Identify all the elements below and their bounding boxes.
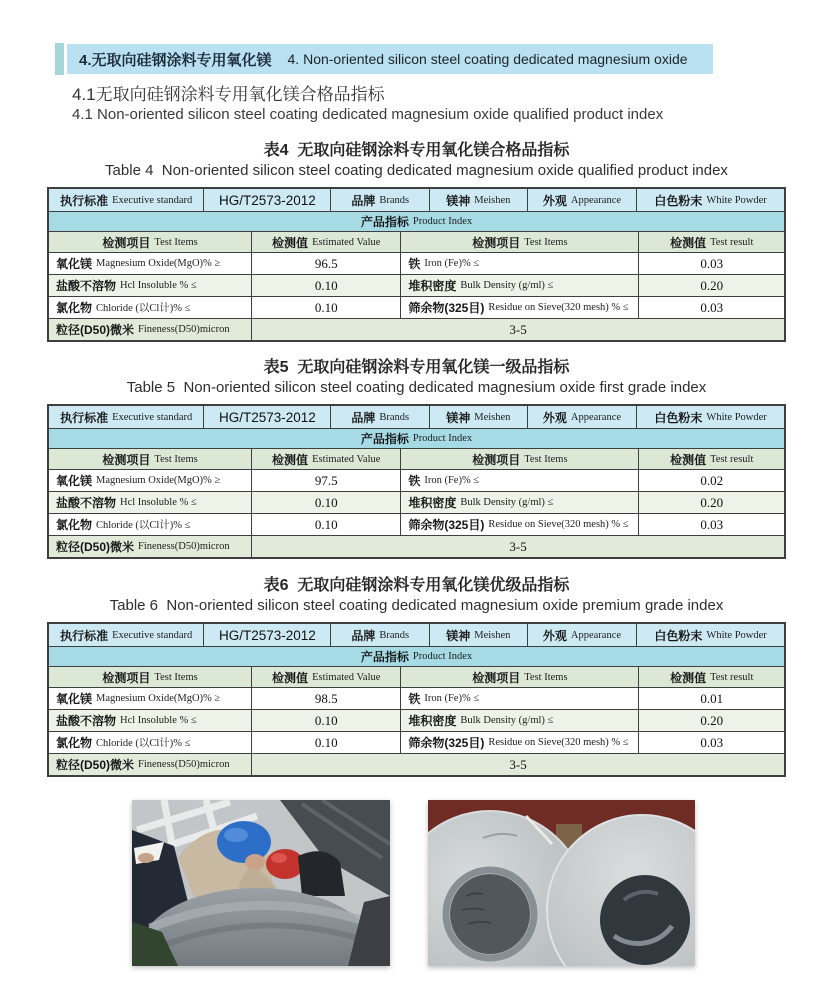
value-iron: 0.01 [638,688,784,709]
item-residue: 筛余物(325目) Residue on Sieve(320 mesh) % ≤ [400,514,638,535]
standard-label: 执行标准 Executive standard [60,193,193,208]
product-index-label: 产品指标 Product Index [360,650,473,664]
item-residue: 筛余物(325目) Residue on Sieve(320 mesh) % ≤ [400,732,638,753]
value-hcl-insoluble: 0.10 [251,492,400,513]
table5-title [47,358,786,397]
standard-value: HG/T2573-2012 [203,624,330,646]
value-residue: 0.03 [638,732,784,753]
table6-title-en: Table 6 Non-oriented silicon steel coating dedicated magnesium oxide premium grade index [109,597,724,614]
value-bulk-density: 0.20 [638,710,784,731]
value-fineness: 3-5 [251,319,784,340]
table5-column-header-row [49,448,784,469]
section-header-bar [67,44,713,74]
table4-info-row [49,189,784,211]
brand-label: 品牌 Brands [330,406,428,428]
col-value-right: 检测值 Test result [638,449,784,469]
photo-steel-coils [428,800,695,966]
value-residue: 0.03 [638,297,784,318]
value-residue: 0.03 [638,514,784,535]
col-item-right: 检测项目 Test Items [400,449,638,469]
appearance-value: 白色粉末 White Powder [636,406,784,428]
table-row [49,491,784,513]
section-title-en: 4. Non-oriented silicon steel coating dedicated magnesium oxide [287,51,688,67]
appearance-value: 白色粉末 White Powder [636,624,784,646]
photo-workers-inspecting-coils-art [132,800,390,966]
table5-title-zh: 表5 无取向硅钢涂料专用氧化镁一级品指标 [263,359,570,376]
standard-label: 执行标准 Executive standard [60,410,193,425]
col-value-left: 检测值 Estimated Value [251,449,400,469]
brand-value: 镁神 Meishen [429,189,527,211]
appearance-label: 外观 Appearance [527,406,637,428]
item-mgo: 氧化镁 Magnesium Oxide(MgO)% ≥ [56,257,221,271]
brand-value: 镁神 Meishen [429,624,527,646]
item-bulk-density: 堆积密度 Bulk Density (g/ml) ≤ [400,710,638,731]
table6 [47,622,786,777]
col-value-right: 检测值 Test result [638,667,784,687]
col-item-right: 检测项目 Test Items [400,232,638,252]
subsection-heading [72,84,663,124]
appearance-value: 白色粉末 White Powder [636,189,784,211]
col-item-left: 检测项目 Test Items [102,670,198,685]
table5-info-row [49,406,784,428]
standard-value: HG/T2573-2012 [203,406,330,428]
col-value-left: 检测值 Estimated Value [251,667,400,687]
table-row-fineness [49,318,784,340]
table6-title [47,576,786,615]
section-title-zh: 4.无取向硅钢涂料专用氧化镁 [79,51,272,69]
value-bulk-density: 0.20 [638,275,784,296]
table-row [49,513,784,535]
item-bulk-density: 堆积密度 Bulk Density (g/ml) ≤ [400,492,638,513]
table4-column-header-row [49,231,784,252]
col-item-left: 检测项目 Test Items [102,235,198,250]
value-iron: 0.03 [638,253,784,274]
item-iron: 铁 Iron (Fe)% ≤ [400,688,638,709]
table-row [49,296,784,318]
table4-title [47,141,786,180]
table-row [49,469,784,491]
standard-value: HG/T2573-2012 [203,189,330,211]
table5-block [47,358,786,559]
table4-title-en: Table 4 Non-oriented silicon steel coating dedicated magnesium oxide qualified product index [105,162,728,179]
table4-block [47,141,786,342]
table4-title-zh: 表4 无取向硅钢涂料专用氧化镁合格品指标 [263,142,570,159]
table5-title-en: Table 5 Non-oriented silicon steel coating dedicated magnesium oxide first grade index [126,379,707,396]
table-row [49,252,784,274]
table6-block [47,576,786,777]
photo-steel-coils-art [428,800,695,966]
value-mgo: 98.5 [251,688,400,709]
subsection-title-en: 4.1 Non-oriented silicon steel coating dedicated magnesium oxide qualified product index [72,106,664,123]
item-hcl-insoluble: 盐酸不溶物 Hcl Insoluble % ≤ [56,496,197,510]
table6-title-zh: 表6 无取向硅钢涂料专用氧化镁优级品指标 [263,577,570,594]
col-value-right: 检测值 Test result [638,232,784,252]
value-fineness: 3-5 [251,536,784,557]
item-mgo: 氧化镁 Magnesium Oxide(MgO)% ≥ [56,692,221,706]
item-hcl-insoluble: 盐酸不溶物 Hcl Insoluble % ≤ [56,714,197,728]
section-header-accent-bar [55,43,64,75]
brand-label: 品牌 Brands [330,189,428,211]
subsection-title-zh: 4.1无取向硅钢涂料专用氧化镁合格品指标 [72,85,385,104]
table5-product-index-row [49,428,784,448]
item-chloride: 氯化物 Chloride (以Cl计)% ≤ [56,301,191,315]
value-fineness: 3-5 [251,754,784,775]
appearance-label: 外观 Appearance [527,624,637,646]
item-iron: 铁 Iron (Fe)% ≤ [400,470,638,491]
value-chloride: 0.10 [251,297,400,318]
brand-label: 品牌 Brands [330,624,428,646]
item-residue: 筛余物(325目) Residue on Sieve(320 mesh) % ≤ [400,297,638,318]
item-chloride: 氯化物 Chloride (以Cl计)% ≤ [56,736,191,750]
value-hcl-insoluble: 0.10 [251,710,400,731]
value-mgo: 97.5 [251,470,400,491]
item-bulk-density: 堆积密度 Bulk Density (g/ml) ≤ [400,275,638,296]
appearance-label: 外观 Appearance [527,189,637,211]
table-row [49,709,784,731]
item-chloride: 氯化物 Chloride (以Cl计)% ≤ [56,518,191,532]
item-hcl-insoluble: 盐酸不溶物 Hcl Insoluble % ≤ [56,279,197,293]
value-chloride: 0.10 [251,732,400,753]
item-fineness: 粒径(D50)微米 Fineness(D50)micron [56,540,230,554]
standard-label: 执行标准 Executive standard [60,628,193,643]
table-row [49,687,784,709]
item-iron: 铁 Iron (Fe)% ≤ [400,253,638,274]
photo-workers-inspecting-coils [132,800,390,966]
table5 [47,404,786,559]
table-row [49,274,784,296]
table-row-fineness [49,753,784,775]
col-item-left: 检测项目 Test Items [102,452,198,467]
product-index-label: 产品指标 Product Index [360,215,473,229]
value-mgo: 96.5 [251,253,400,274]
value-chloride: 0.10 [251,514,400,535]
brand-value: 镁神 Meishen [429,406,527,428]
col-value-left: 检测值 Estimated Value [251,232,400,252]
value-bulk-density: 0.20 [638,492,784,513]
value-iron: 0.02 [638,470,784,491]
product-index-label: 产品指标 Product Index [360,432,473,446]
item-mgo: 氧化镁 Magnesium Oxide(MgO)% ≥ [56,474,221,488]
table4-product-index-row [49,211,784,231]
table6-info-row [49,624,784,646]
item-fineness: 粒径(D50)微米 Fineness(D50)micron [56,758,230,772]
item-fineness: 粒径(D50)微米 Fineness(D50)micron [56,323,230,337]
table-row-fineness [49,535,784,557]
table6-column-header-row [49,666,784,687]
col-item-right: 检测项目 Test Items [400,667,638,687]
table6-product-index-row [49,646,784,666]
value-hcl-insoluble: 0.10 [251,275,400,296]
table4 [47,187,786,342]
table-row [49,731,784,753]
